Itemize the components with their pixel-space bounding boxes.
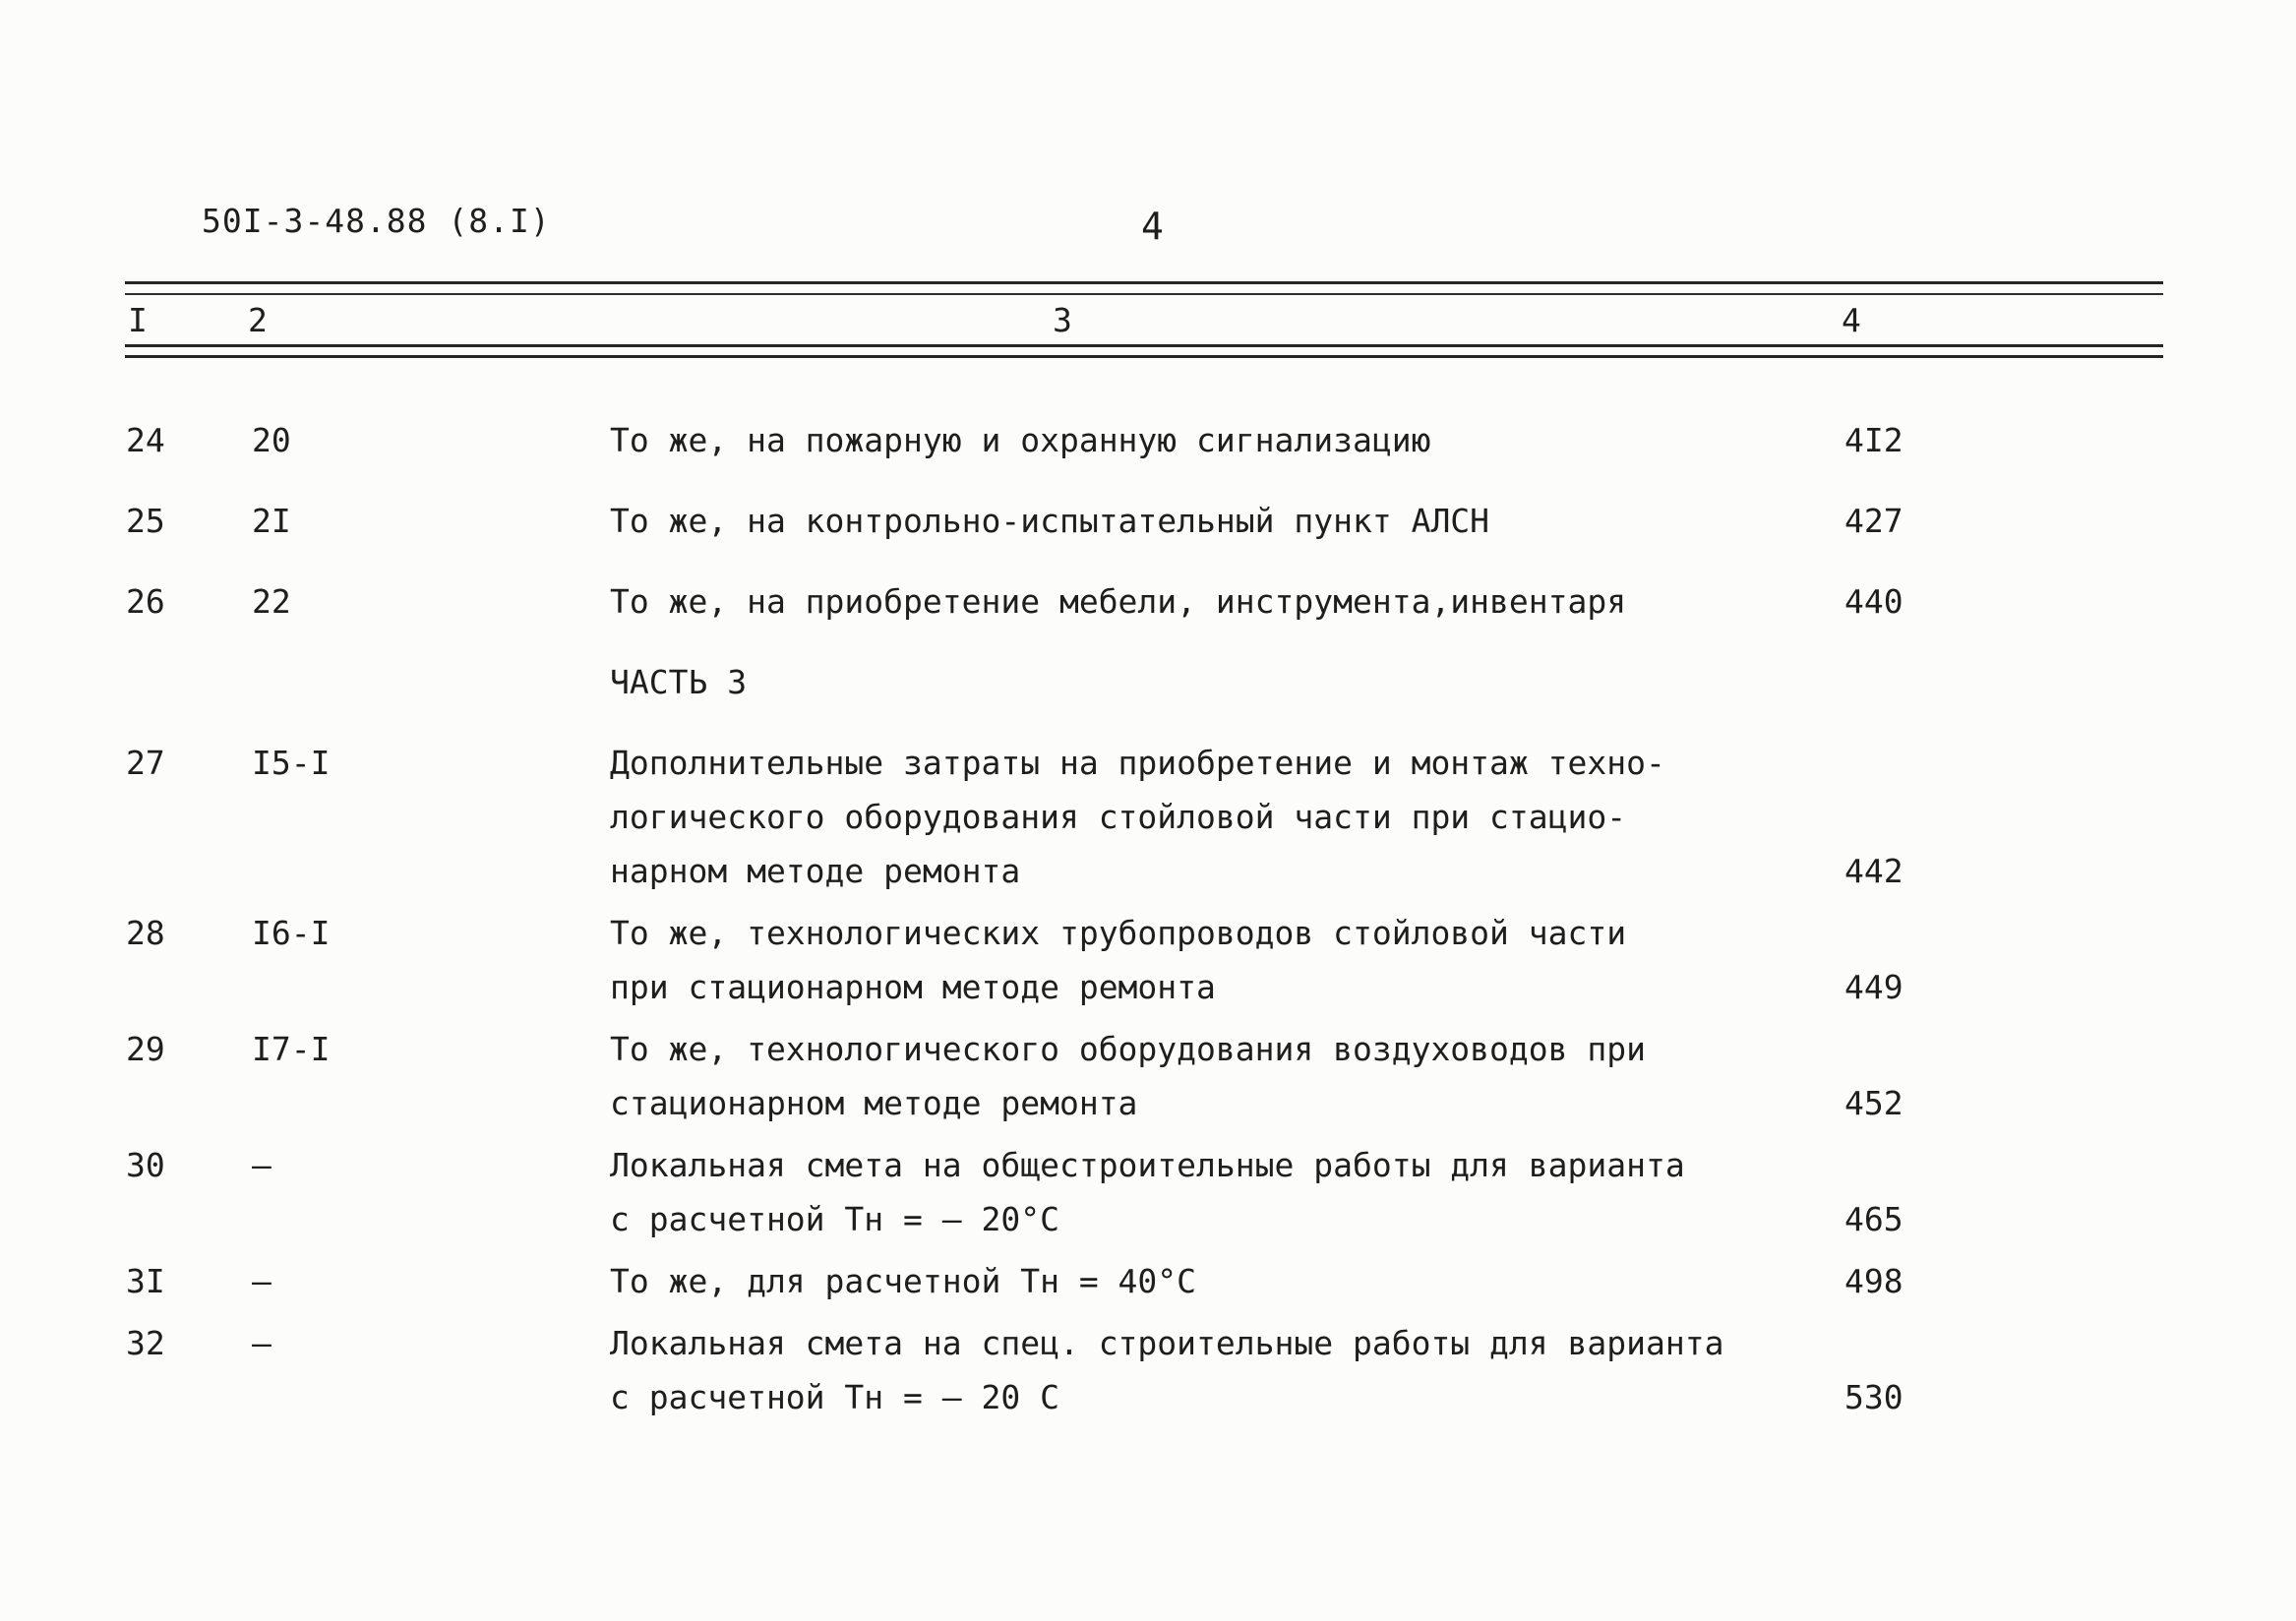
row-page-number: 4I2 [1844, 421, 1903, 459]
row-title-line: стационарном методе ремонта [610, 1084, 1138, 1122]
row-page-number: 465 [1844, 1200, 1903, 1238]
column-header-3: 3 [1053, 301, 1072, 339]
row-page-cell [1844, 736, 2164, 898]
row-title-line: Локальная смета на общестроительные работы для варианта [610, 1146, 1685, 1184]
row-title-cell [610, 1138, 1844, 1246]
row-code-cell: – [252, 1146, 272, 1184]
row-code-cell: – [252, 1262, 272, 1300]
table-top-rule [125, 281, 2163, 295]
row-page-cell [1844, 1022, 2164, 1130]
row-page-cell [1844, 655, 2164, 709]
row-page-number: 440 [1844, 582, 1903, 621]
row-page-spacer [1844, 1022, 2164, 1076]
table-row [126, 1254, 2164, 1308]
row-page-spacer [1844, 790, 2164, 844]
row-title-cell [610, 736, 1844, 898]
column-header-row [0, 301, 2296, 344]
row-title-line: То же, на приобретение мебели, инструмента,инвентаря [610, 582, 1627, 621]
table-header-rule [125, 344, 2163, 358]
row-code-cell: I7-I [252, 1030, 331, 1068]
row-page-cell [1844, 494, 2164, 548]
row-page-spacer [1844, 736, 2164, 790]
row-number-cell: 26 [126, 582, 165, 621]
row-code-cell: – [252, 1324, 272, 1362]
row-title-cell [610, 574, 1844, 629]
row-title-cell [610, 494, 1844, 548]
row-page-spacer [1844, 1138, 2164, 1192]
row-code-cell [252, 655, 610, 709]
row-number-cell: 32 [126, 1324, 165, 1362]
table-row [126, 1022, 2164, 1130]
row-title-line: с расчетной Тн = – 20°С [610, 1200, 1059, 1238]
row-title-line: То же, на контрольно-испытательный пункт АЛСН [610, 502, 1490, 540]
row-title-line: То же, технологического оборудования воздуховодов при [610, 1030, 1646, 1068]
row-title-line: Дополнительные затраты на приобретение и монтаж техно- [610, 744, 1665, 782]
row-page-number: 452 [1844, 1084, 1903, 1122]
section-heading-text: ЧАСТЬ 3 [610, 663, 748, 701]
row-number-cell: 3I [126, 1262, 165, 1300]
row-page-spacer [1844, 1316, 2164, 1370]
row-title-cell [610, 1254, 1844, 1308]
table-body [126, 413, 2164, 1432]
row-title-line: при стационарном методе ремонта [610, 968, 1216, 1006]
row-number-cell: 25 [126, 502, 165, 540]
row-page-number: 530 [1844, 1378, 1903, 1416]
table-row [126, 1138, 2164, 1246]
row-page-number: 498 [1844, 1262, 1903, 1300]
row-page-cell [1844, 906, 2164, 1014]
table-row [126, 413, 2164, 467]
row-page-cell [1844, 1254, 2164, 1308]
row-page-number: 442 [1844, 852, 1903, 890]
row-code-cell: I6-I [252, 914, 331, 952]
column-header-4: 4 [1842, 301, 1861, 339]
row-code-cell: 20 [252, 421, 291, 459]
row-title-line: То же, на пожарную и охранную сигнализацию [610, 421, 1431, 459]
page-number: 4 [1141, 205, 1164, 248]
table-row [126, 494, 2164, 548]
row-page-cell [1844, 1316, 2164, 1424]
row-code-cell: 2I [252, 502, 291, 540]
row-number-cell: 28 [126, 914, 165, 952]
row-number-cell: 30 [126, 1146, 165, 1184]
row-page-cell [1844, 1138, 2164, 1246]
row-page-cell [1844, 413, 2164, 467]
row-code-cell: I5-I [252, 744, 331, 782]
row-title-line: нарном методе ремонта [610, 852, 1021, 890]
row-code-cell: 22 [252, 582, 291, 621]
row-title-cell [610, 413, 1844, 467]
row-page-number: 449 [1844, 968, 1903, 1006]
row-page-spacer [1844, 655, 2164, 709]
row-title-cell [610, 906, 1844, 1014]
row-title-line: То же, для расчетной Тн = 40°С [610, 1262, 1197, 1300]
row-number-cell: 29 [126, 1030, 165, 1068]
table-row [126, 736, 2164, 898]
table-row [126, 1316, 2164, 1424]
row-page-spacer [1844, 906, 2164, 960]
row-title-cell [610, 1316, 1844, 1424]
table-row [126, 574, 2164, 629]
row-number-cell: 24 [126, 421, 165, 459]
row-title-line: Локальная смета на спец. строительные работы для варианта [610, 1324, 1724, 1362]
section-heading-row [126, 655, 2164, 709]
row-page-cell [1844, 574, 2164, 629]
row-title-cell [610, 655, 1844, 709]
doc-number: 50I-3-48.88 (8.I) [202, 202, 551, 240]
row-number-cell [126, 655, 252, 709]
column-header-1: I [128, 301, 148, 339]
row-title-cell [610, 1022, 1844, 1130]
row-title-line: То же, технологических трубопроводов стойловой части [610, 914, 1627, 952]
row-page-number: 427 [1844, 502, 1903, 540]
row-title-line: логического оборудования стойловой части при стацио- [610, 798, 1627, 836]
row-title-line: с расчетной Тн = – 20 С [610, 1378, 1059, 1416]
row-number-cell: 27 [126, 744, 165, 782]
column-header-2: 2 [248, 301, 268, 339]
table-row [126, 906, 2164, 1014]
